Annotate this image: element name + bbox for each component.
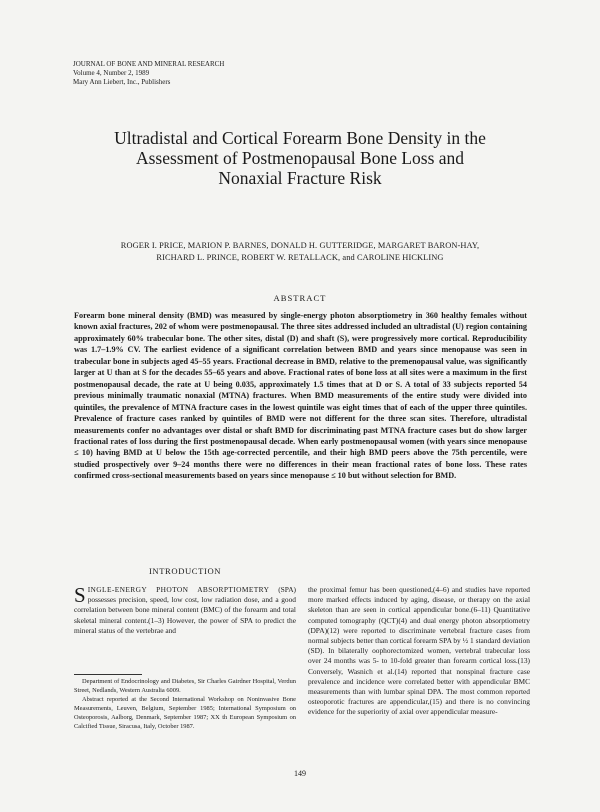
article-title bbox=[60, 128, 540, 188]
authors-line-2: RICHARD L. PRINCE, ROBERT W. RETALLACK, and CAROLINE HICKLING bbox=[156, 253, 444, 262]
authors-line-1: ROGER I. PRICE, MARION P. BARNES, DONALD H. GUTTERIDGE, MARGARET BARON-HAY, bbox=[120, 241, 480, 250]
journal-name: JOURNAL OF BONE AND MINERAL RESEARCH bbox=[73, 60, 225, 68]
intro-smallcaps: INGLE-ENERGY PHOTON ABSORPTIOMETRY bbox=[87, 585, 270, 594]
journal-volume: Volume 4, Number 2, 1989 bbox=[73, 69, 150, 77]
footnote-affiliation: Department of Endocrinology and Diabetes, Sir Charles Gairdner Hospital, Verdun Street, Nedlands, Western Australia 6009. bbox=[74, 678, 296, 694]
intro-left-text: (SPA) possesses precision, speed, low cost, low radiation dose, and a good correlation between bone mineral content (BMC) of the forearm and total skeletal mineral content.(1–3) However, the power of SPA to predict the mineral status of the vertebrae and bbox=[74, 585, 297, 635]
footnote bbox=[74, 678, 296, 731]
journal-header bbox=[73, 60, 333, 87]
title-line-2: Assessment of Postmenopausal Bone Loss and bbox=[135, 148, 465, 168]
author-list bbox=[62, 240, 538, 264]
journal-publisher: Mary Ann Liebert, Inc., Publishers bbox=[73, 78, 171, 86]
abstract-heading: ABSTRACT bbox=[273, 293, 327, 303]
abstract-text: Forearm bone mineral density (BMD) was measured by single-energy photon absorptiometry in 360 healthy females without known axial fractures, 202 of whom were postmenopausal. The three sites addressed included an ultradistal (U) region containing approximately 60% trabecular bone. The other sites, distal (D) and shaft (S), were progressively more cortical. Reproducibility was 1.7–1.9% CV. The earliest evidence of a significant correlation between BMD and years since menopause was seen in trabecular bone in subjects aged 45–55 years. Fractional decrease in BMD, relative to the premenopausal value, was significantly larger at U than at S for the decades 55–65 years and above. Fractional rates of bone loss at all sites were a maximum in the first postmenopausal decade, the rate at U being 0.035, approximately 1.5 times that at D or S. A total of 33 subjects reported 54 previous minimally traumatic nonaxial (MTNA) fractures. When BMD measurements of the entire study were divided into quintiles, the prevalence of MTNA fracture cases in the lowest quintile was eight times that of each of the upper three quintiles. Prevalence of fracture cases ranked by quintiles of BMD were not different for the three scan sites. Therefore, ultradistal measurements confer no advantages over distal or shaft BMD for discriminating past MTNA fracture cases but do show larger fractional rates of loss during the first postmenopausal decade. When early postmenopausal women (with years since menopause ≤ 10) having BMD at U below the 15th age-corrected percentile, and their high BMD peers above the 75th percentile, were studied prospectively over 9–24 months there were no differences in their mean fractional rates of bone loss. These rates confirmed cross-sectional measurements based on years since menopause ≤ 10 but without selection for BMD. bbox=[74, 311, 527, 481]
introduction-left-column bbox=[74, 585, 296, 636]
introduction-heading: INTRODUCTION bbox=[148, 566, 222, 576]
introduction-right-column: the proximal femur has been questioned,(4–6) and studies have reported more marked effects induced by aging, disease, or therapy on the axial skeleton than are seen in cortical appendicular bone.(6–11) Quantitative computed tomography (QCT)(4) and dual energy photon absorptiometry (DPA)(12) were reported to discriminate vertebral fracture cases from normal subjects better than cortical forearm SPA by ½ 1 standard deviation (SD). In bilaterally oophorectomized women, vertebral trabecular loss over 24 months was 5- to 10-fold greater than forearm cortical loss.(13) Conversely, Wasnich et al.(14) reported that nonspinal fracture case prevalence and incidence were correlated better with appendicular BMC measurements than with lumbar spinal DPA. The most common reported osteoporotic fractures are appendicular,(15) and there is no convincing evidence for the superiority of axial over appendicular measure- bbox=[308, 585, 530, 717]
footnote-presented: Abstract reported at the Second International Workshop on Noninvasive Bone Measurements, Leuven, Belgium, September 1985; International Symposium on Osteoporosis, Aalborg, Denmark, September 1987; XX th European Symposium on Calcified Tissue, Siracusa, Italy, October 1987. bbox=[74, 695, 296, 730]
page-number: 149 bbox=[294, 769, 306, 778]
drop-cap: S bbox=[74, 583, 86, 607]
title-line-3: Nonaxial Fracture Risk bbox=[218, 168, 382, 188]
title-line-1: Ultradistal and Cortical Forearm Bone Density in the bbox=[114, 128, 486, 148]
footnote-rule bbox=[74, 674, 142, 675]
